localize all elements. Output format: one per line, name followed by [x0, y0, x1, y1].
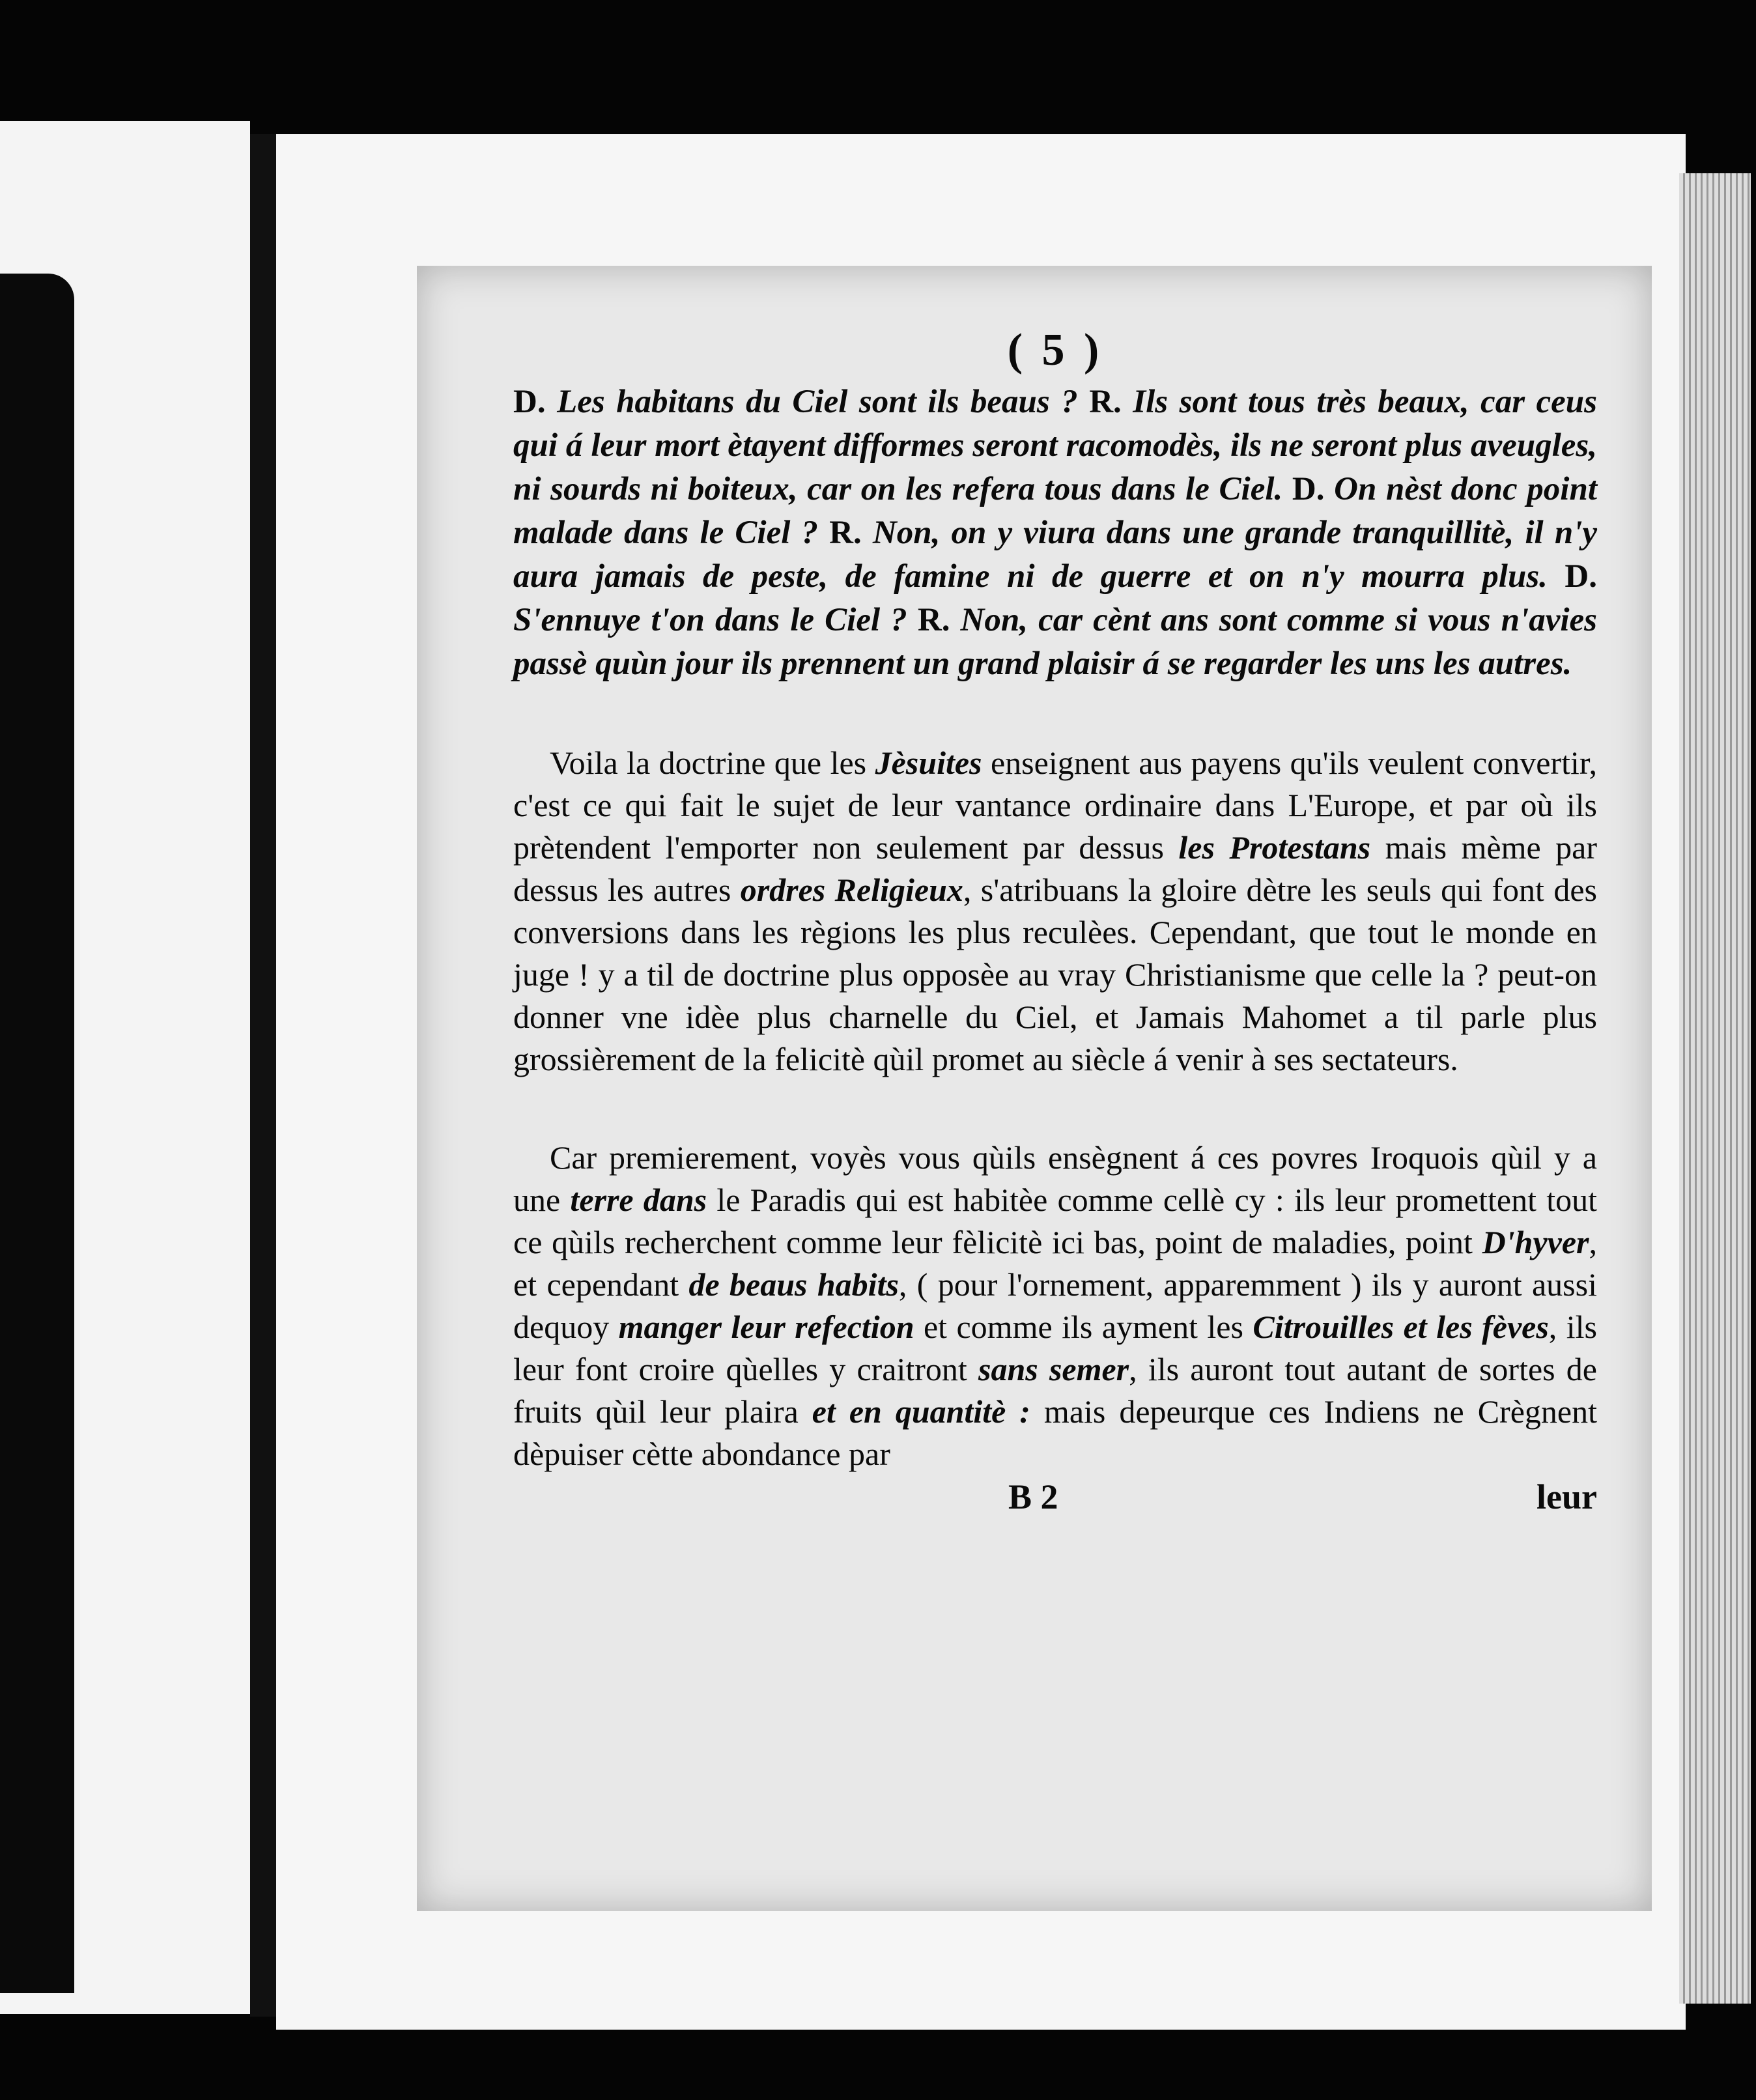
catechism-dialogue	[513, 380, 1597, 686]
text-run: Voila la doctrine que les	[550, 745, 875, 781]
italic-phrase: ordres Religieux	[740, 872, 963, 908]
text-run: le Paradis qui est habitèe comme cellè cy : ils leur promettent tout ce qùils recherchent comme leur fèlicitè ici bas, point de maladies, point	[513, 1182, 1597, 1260]
text-run: Non, on y viura dans une grande tranquillitè, il n'y aura jamais de peste, de famine ni de guerre et on n'y mourra plus.	[513, 515, 1597, 595]
text-run: , ils leur font croire qùelles y craitront	[513, 1309, 1597, 1387]
paragraph-doctrine	[513, 742, 1597, 1081]
text-run: mais depeurque ces Indiens ne Crègnent dèpuiser cètte abondance par	[513, 1393, 1597, 1472]
signature-mark: B 2	[1008, 1477, 1058, 1516]
italic-phrase: de beaus habits	[688, 1266, 899, 1303]
left-page-shadow	[0, 274, 74, 1993]
text-run: Les habitans du Ciel sont ils beaus ?	[545, 384, 1090, 420]
book-gutter	[250, 134, 276, 2017]
left-page-leaf	[0, 121, 250, 2014]
text-run: , et cependant	[513, 1224, 1597, 1303]
paragraph-iroquois	[513, 1137, 1597, 1475]
page-number: ( 5 )	[1007, 325, 1103, 375]
text-run: On nèst donc point malade dans le Ciel ?	[513, 471, 1597, 551]
text-run: mais mème par dessus les autres	[513, 829, 1598, 908]
page-footer	[513, 1477, 1597, 1529]
dialogue-marker: D.	[1292, 471, 1325, 507]
italic-phrase: et en quantitè :	[812, 1393, 1030, 1430]
text-run: Car premierement, voyès vous qùils ensègnent á ces povres Iroquois qùil y a une	[513, 1139, 1597, 1218]
dialogue-marker: D.	[513, 384, 546, 420]
text-run: enseignent aus payens qu'ils veulent convertir, c'est ce qui fait le sujet de leur vantance ordinaire dans L'Europe, et par où ils prètendent l'emporter non seulement par dessus	[513, 745, 1597, 866]
text-run: , ils auront tout autant de sortes de fruits qùil leur plaira	[513, 1351, 1598, 1430]
italic-phrase: Citrouilles et les fèves	[1253, 1309, 1549, 1345]
italic-phrase: Jèsuites	[875, 745, 982, 781]
dialogue-marker: R.	[829, 515, 862, 551]
text-run: , s'atribuans la gloire dètre les seuls qui font des conversions dans les règions les plus reculèes. Cependant, que tout le monde en juge ! y a til de doctrine plus opposèe au vray Christianisme que celle la ? peut-on donner vne idèe plus charnelle du Ciel, et Jamais Mahomet a til parle plus grossièrement de la felicitè qùil promet au siècle á venir à ses sectateurs.	[513, 872, 1597, 1077]
italic-phrase: les Protestans	[1178, 829, 1371, 866]
text-run: et comme ils ayment les	[914, 1309, 1253, 1345]
italic-phrase: terre dans	[570, 1182, 707, 1218]
dialogue-marker: R.	[1089, 384, 1122, 420]
dialogue-marker: D.	[1565, 558, 1597, 595]
page-stack-edge	[1679, 173, 1751, 2004]
scanned-page	[417, 266, 1652, 1911]
text-run: Ils sont tous très beaux, car ceus qui á leur mort ètayent difformes seront racomodès, ils ne seront plus aveugles, ni sourds ni boiteux, car on les refera tous dans le Ciel.	[513, 384, 1597, 507]
italic-phrase: D'hyver	[1482, 1224, 1589, 1260]
page-text	[513, 324, 1597, 1529]
text-run: , ( pour l'ornement, apparemment ) ils y auront aussi dequoy	[513, 1266, 1597, 1345]
italic-phrase: manger leur refection	[618, 1309, 914, 1345]
italic-phrase: sans semer	[978, 1351, 1129, 1387]
dialogue-marker: R.	[917, 602, 950, 638]
text-run: Non, car cènt ans sont comme si vous n'avies passè quùn jour ils prennent un grand plaisir á se regarder les uns les autres.	[513, 602, 1597, 682]
text-run: S'ennuye t'on dans le Ciel ?	[513, 602, 918, 638]
catchword: leur	[1536, 1477, 1597, 1516]
